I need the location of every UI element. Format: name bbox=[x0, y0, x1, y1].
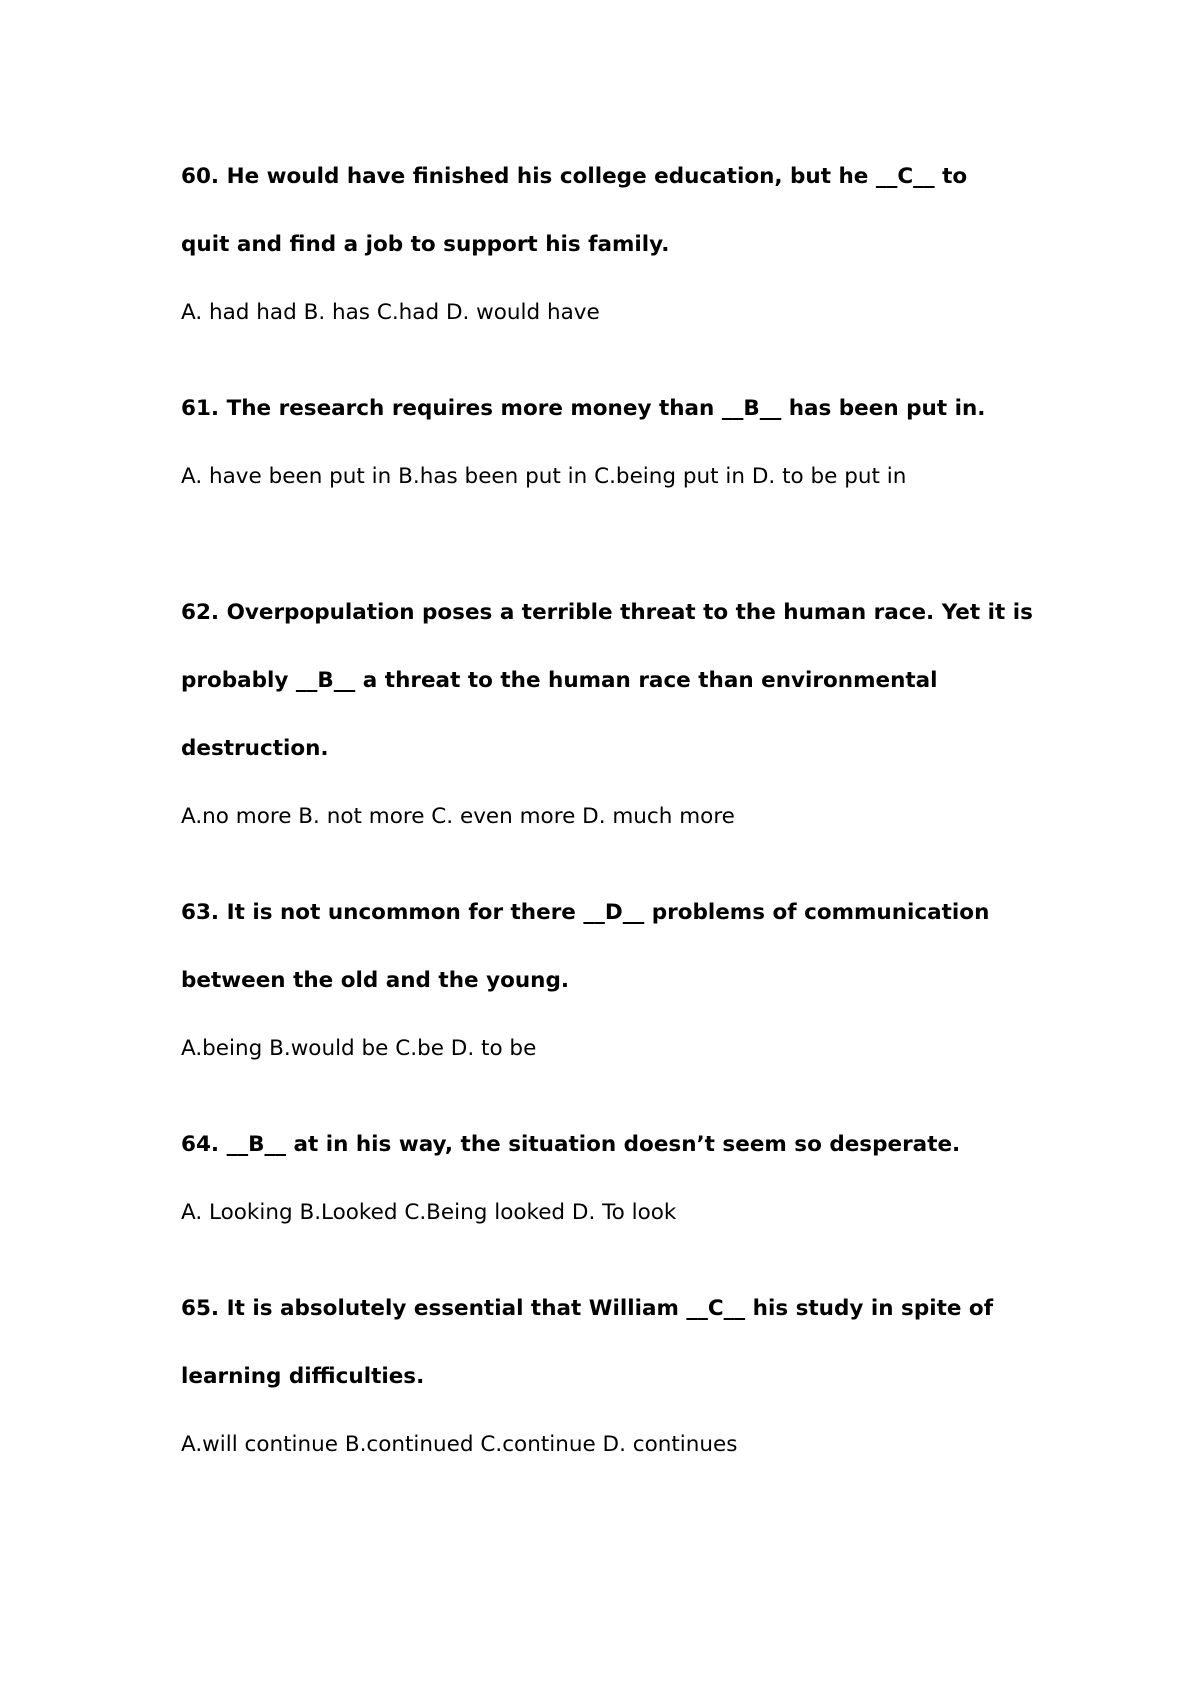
question-64-stem-line-1: 64. __B__ at in his way, the situation doesn’t seem so desperate. bbox=[181, 1132, 961, 1157]
question-61-stem-line-1: 61. The research requires more money than __B__ has been put in. bbox=[181, 396, 986, 421]
question-62-options: A.no more B. not more C. even more D. much more bbox=[181, 804, 735, 829]
question-62-stem-line-1: 62. Overpopulation poses a terrible threat to the human race. Yet it is bbox=[181, 600, 1033, 625]
question-64-options: A. Looking B.Looked C.Being looked D. To look bbox=[181, 1200, 677, 1225]
question-60-options: A. had had B. has C.had D. would have bbox=[181, 300, 600, 325]
question-63-stem-line-1: 63. It is not uncommon for there __D__ problems of communication bbox=[181, 900, 990, 925]
question-60-stem-line-1: 60. He would have finished his college education, but he __C__ to bbox=[181, 164, 968, 189]
question-62-stem-line-3: destruction. bbox=[181, 736, 329, 761]
question-60-stem-line-2: quit and find a job to support his family. bbox=[181, 232, 670, 257]
question-62-stem-line-2: probably __B__ a threat to the human race than environmental bbox=[181, 668, 938, 693]
question-65-stem-line-2: learning difficulties. bbox=[181, 1364, 425, 1389]
question-65-options: A.will continue B.continued C.continue D. continues bbox=[181, 1432, 738, 1457]
question-63-options: A.being B.would be C.be D. to be bbox=[181, 1036, 537, 1061]
question-65-stem-line-1: 65. It is absolutely essential that William __C__ his study in spite of bbox=[181, 1296, 994, 1321]
question-61-options: A. have been put in B.has been put in C.being put in D. to be put in bbox=[181, 464, 907, 489]
question-63-stem-line-2: between the old and the young. bbox=[181, 968, 570, 993]
